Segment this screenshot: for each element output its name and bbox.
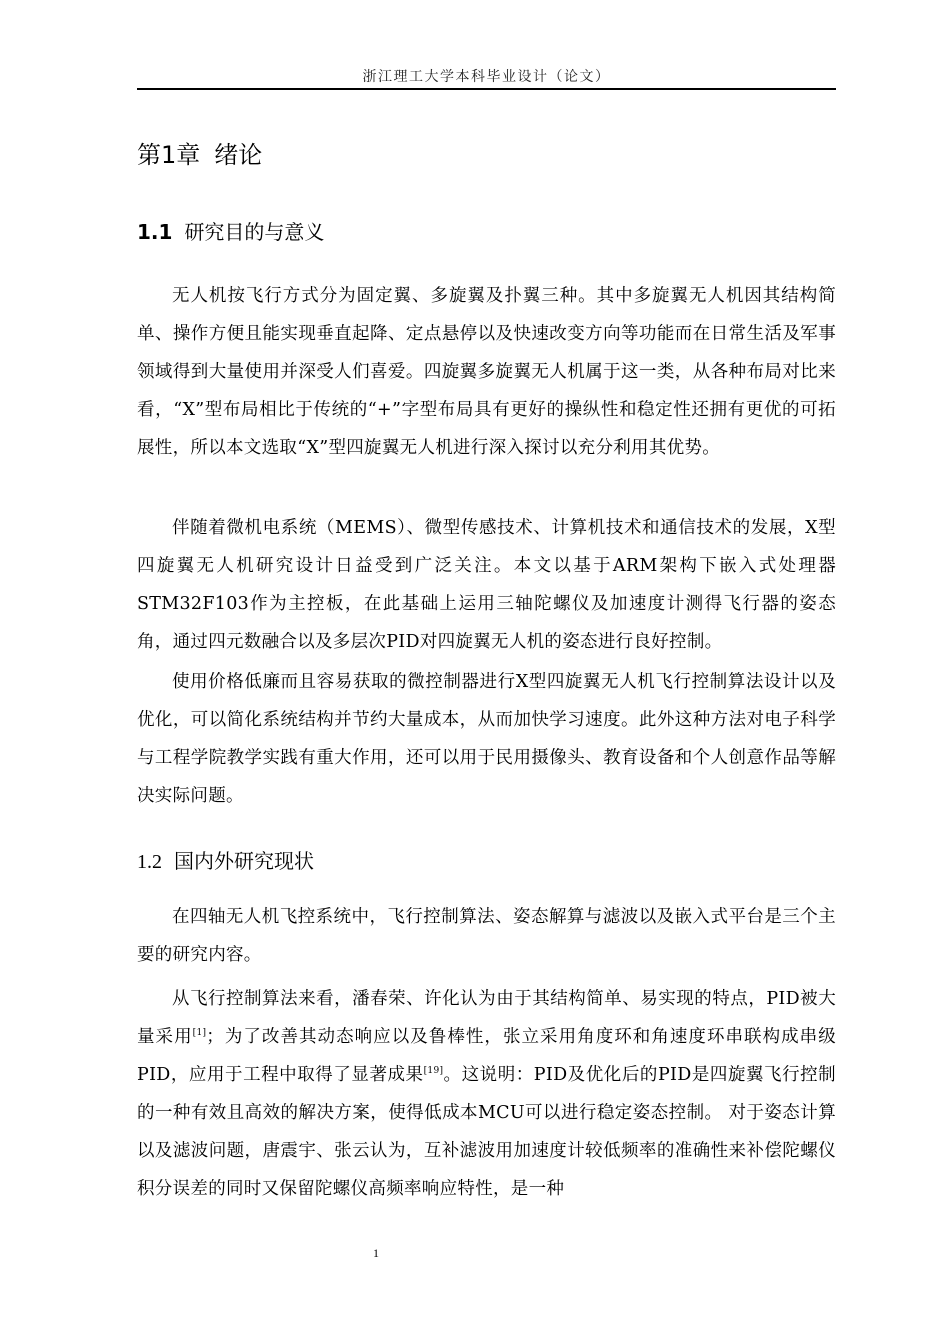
page-number: 1 [373,1246,379,1260]
paragraph: 无人机按飞行方式分为固定翼、多旋翼及扑翼三种。其中多旋翼无人机因其结构简单、操作方便且能实现垂直起降、定点悬停以及快速改变方向等功能而在日常生活及军事领域得到大量使用并深受人们喜爱。四旋翼多旋翼无人机属于这一类，从各种布局对比来看，“X”型布局相比于传统的“+”字型布局具有更好的操纵性和稳定性还拥有更优的可拓展性，所以本文选取“X”型四旋翼无人机进行深入探讨以充分利用其优势。 [137,286,836,458]
citation-ref[interactable]: [19] [423,1066,444,1077]
paragraph: 使用价格低廉而且容易获取的微控制器进行X型四旋翼无人机飞行控制算法设计以及优化，可以简化系统结构并节约大量成本，从而加快学习速度。此外这种方法对电子科学与工程学院教学实践有重大作用，还可以用于民用摄像头、教育设备和个人创意作品等解决实际问题。 [137,672,836,806]
section-name: 研究目的与意义 [184,220,325,244]
paragraph-text: 从飞行控制算法来看，潘春荣、许化认为由于其结构简单、易实现的特点，PID被大量采用 [137,989,836,1047]
section-name: 国内外研究现状 [174,849,314,873]
paragraph-text: 。这说明：PID及优化后的PID是四旋翼飞行控制的一种有效且高效的解决方案，使得低成本MCU可以进行稳定姿态控制。 对于姿态计算以及滤波问题，唐震宇、张云认为，互补滤波用加速度计较低频率的准确性来补偿陀螺仪积分误差的同时又保留陀螺仪高频率响应特性，是一种 [137,1065,836,1199]
section-number: 1.1 [137,220,173,244]
paragraph-text: ；为了改善其动态响应以及鲁棒性，张立采用角度环和角速度环串联构成串级PID，应用于工程中取得了显著成果 [137,1027,837,1085]
section-heading-1-1 [137,216,324,245]
header-rule [137,88,836,90]
section-number: 1.2 [137,851,162,873]
paragraph: 在四轴无人机飞控系统中，飞行控制算法、姿态解算与滤波以及嵌入式平台是三个主要的研究内容。 [137,907,836,965]
chapter-title [137,135,262,170]
page-header: 浙江理工大学本科毕业设计（论文） [362,69,611,85]
paragraph [137,980,836,1208]
paragraph: 伴随着微机电系统（MEMS）、微型传感技术、计算机技术和通信技术的发展，X型四旋翼无人机研究设计日益受到广泛关注。本文以基于ARM架构下嵌入式处理器STM32F103作为主控板，在此基础上运用三轴陀螺仪及加速度计测得飞行器的姿态角，通过四元数融合以及多层次PID对四旋翼无人机的姿态进行良好控制。 [137,518,836,652]
citation-ref[interactable]: [1] [192,1028,207,1039]
chapter-name: 绪论 [214,141,263,169]
section-heading-1-2 [137,845,314,874]
chapter-number: 第1章 [137,141,201,169]
